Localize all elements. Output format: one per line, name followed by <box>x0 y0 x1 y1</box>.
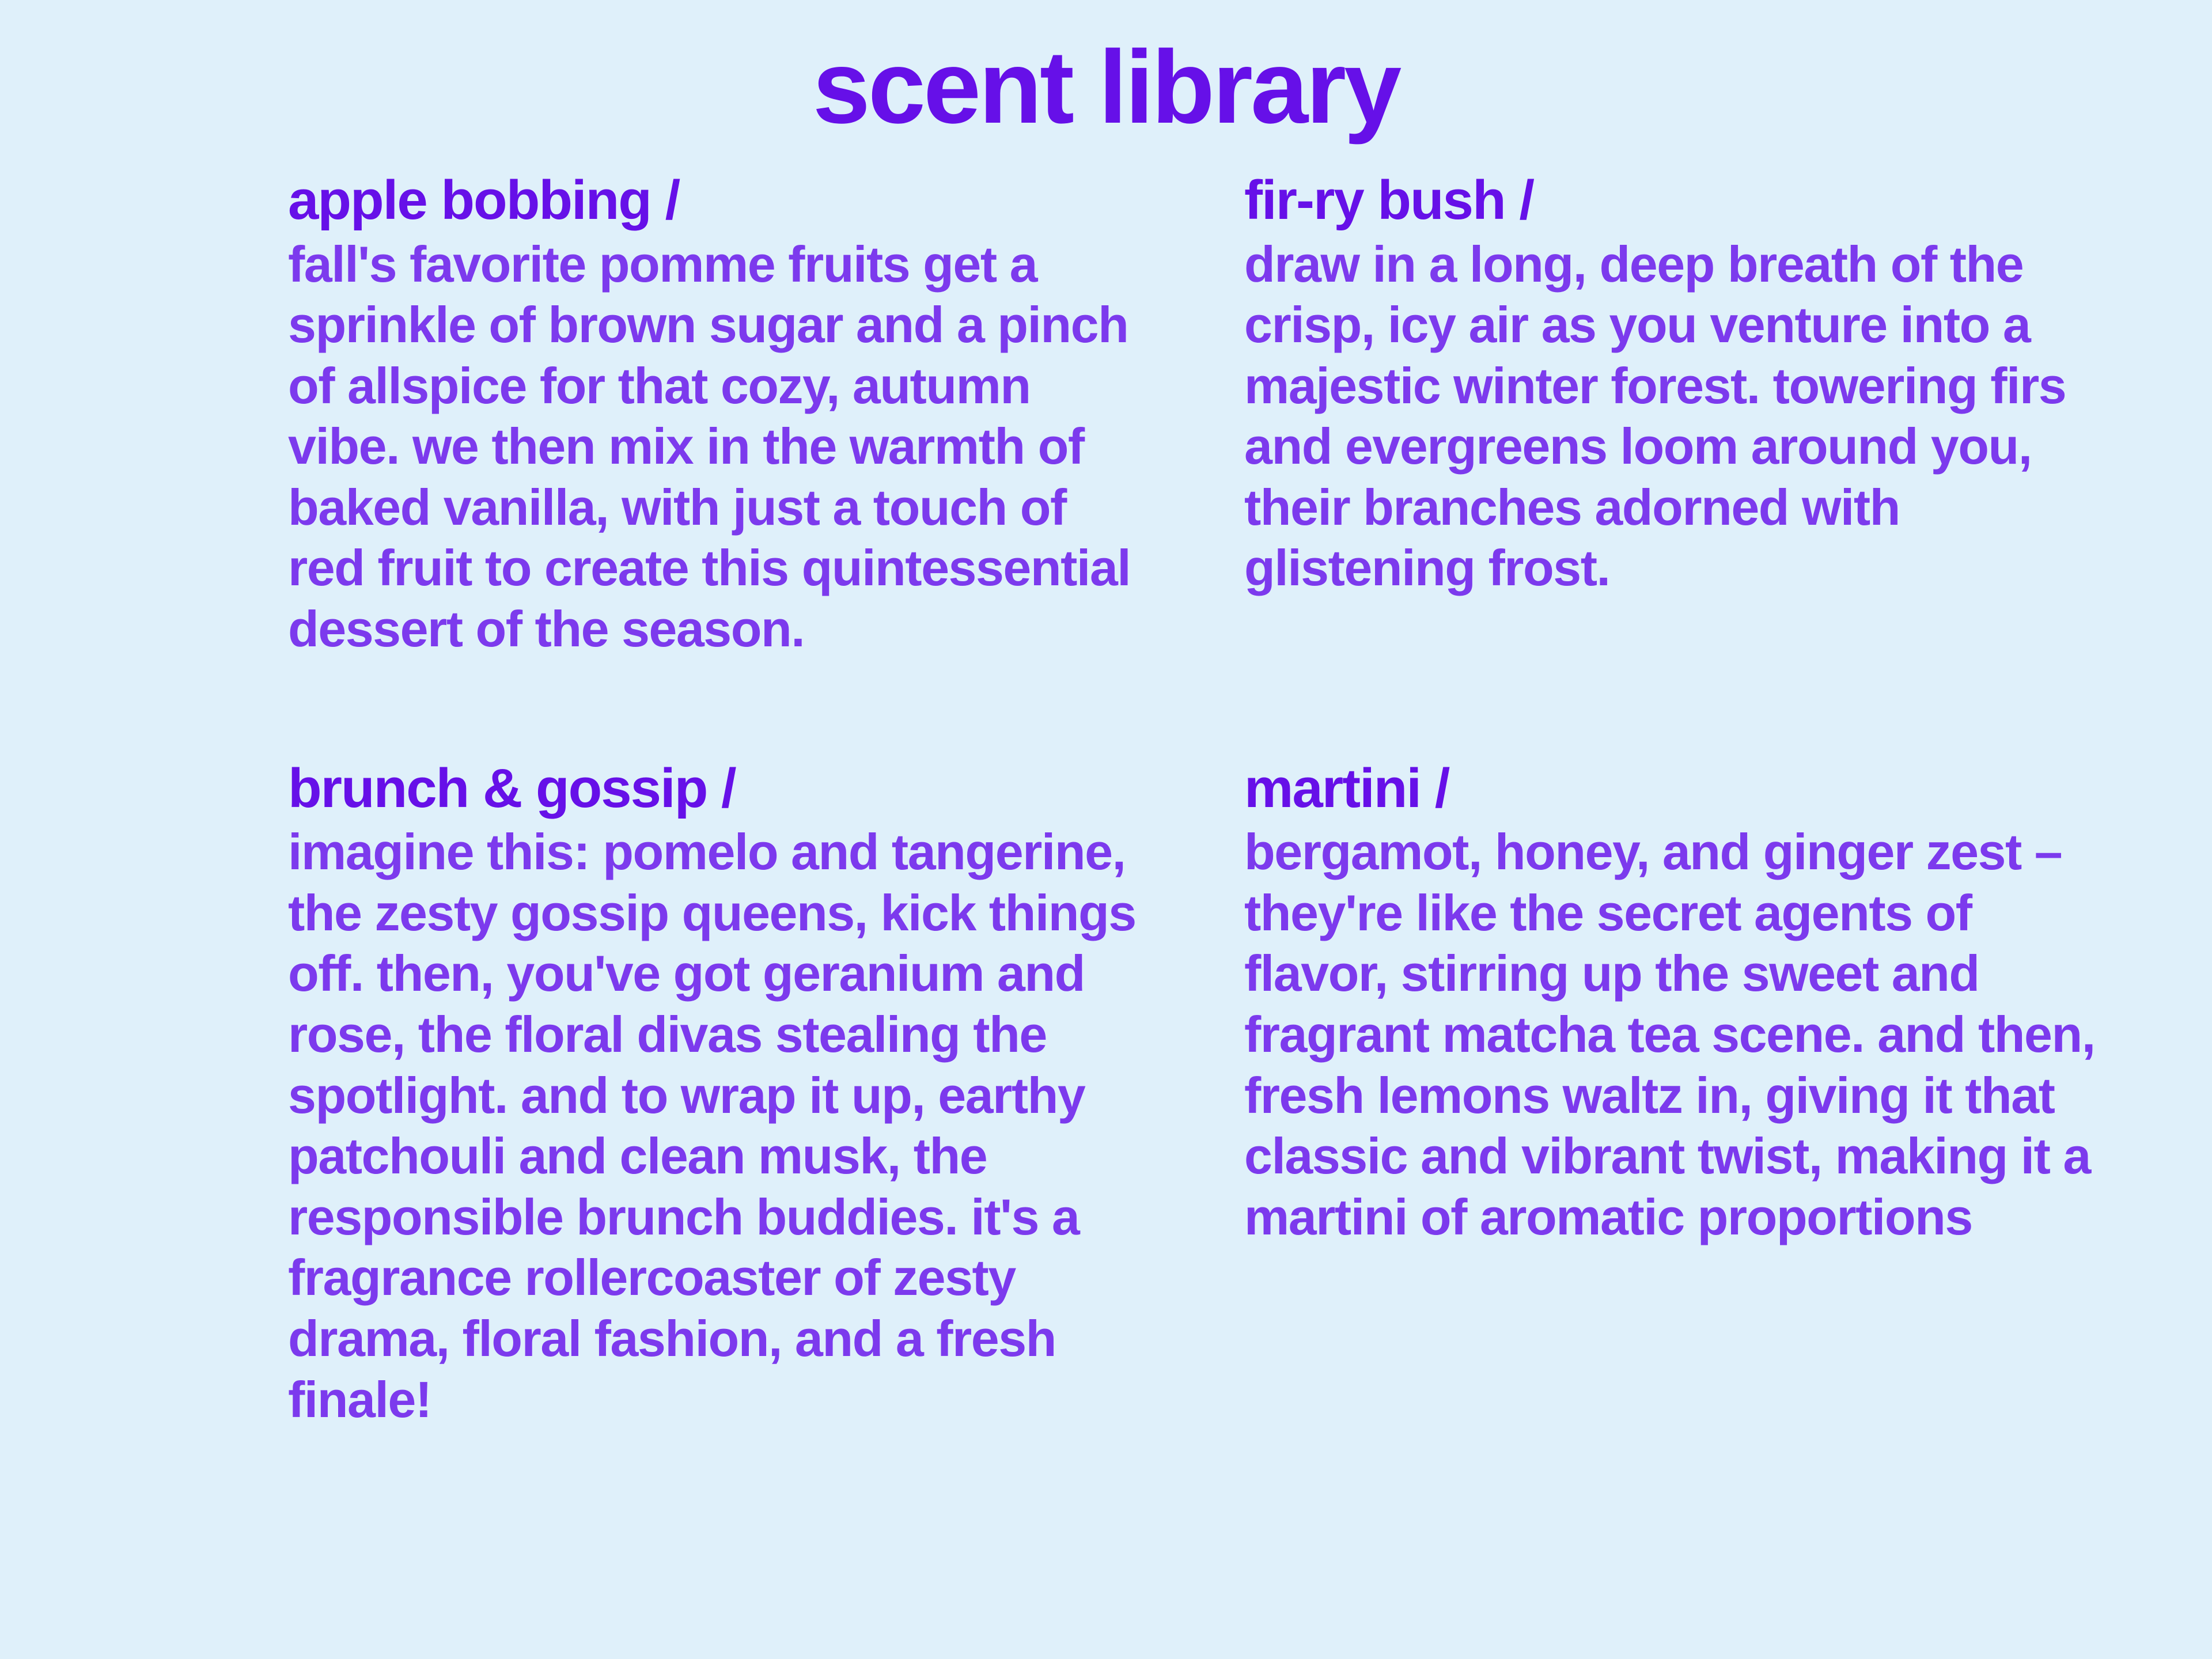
scent-entry-brunch-and-gossip <box>288 757 1187 1430</box>
scent-entry-description: draw in a long, deep breath of the crisp, icy air as you venture into a majestic winter forest. towering firs and evergreens loom around you, their branches adorned with glistening frost. <box>1244 235 2066 597</box>
scent-entry-title: brunch & gossip / <box>288 757 736 819</box>
scent-entry-title: martini / <box>1244 757 1449 819</box>
scent-entry-apple-bobbing <box>288 169 1187 660</box>
scent-entry-description: fall's favorite pomme fruits get a sprinkle of brown sugar and a pinch of allspice for that cozy, autumn vibe. we then mix in the warmth of baked vanilla, with just a touch of red fruit to create this quintessential dessert of the season. <box>288 235 1131 658</box>
scent-entry-description: imagine this: pomelo and tangerine, the zesty gossip queens, kick things off. then, you've got geranium and rose, the floral divas stealing the spotlight. and to wrap it up, earthy patchouli and clean musk, the responsible brunch buddies. it's a fragrance rollercoaster of zesty drama, floral fashion, and a fresh finale! <box>288 823 1136 1428</box>
scent-entry-description: bergamot, honey, and ginger zest – they're like the secret agents of flavor, stirring up the sweet and fragrant matcha tea scene. and then, fresh lemons waltz in, giving it that classic and vibrant twist, making it a martini of aromatic proportions <box>1244 823 2095 1245</box>
scent-entry-fir-ry-bush <box>1244 169 2143 660</box>
scent-entry-martini <box>1244 757 2143 1430</box>
scent-entry-title: fir-ry bush / <box>1244 169 1534 231</box>
scent-entry-title: apple bobbing / <box>288 169 680 231</box>
page-title: scent library <box>812 29 1400 145</box>
grid-row-spacer <box>288 660 1187 757</box>
scent-entries-grid <box>0 139 2212 1430</box>
